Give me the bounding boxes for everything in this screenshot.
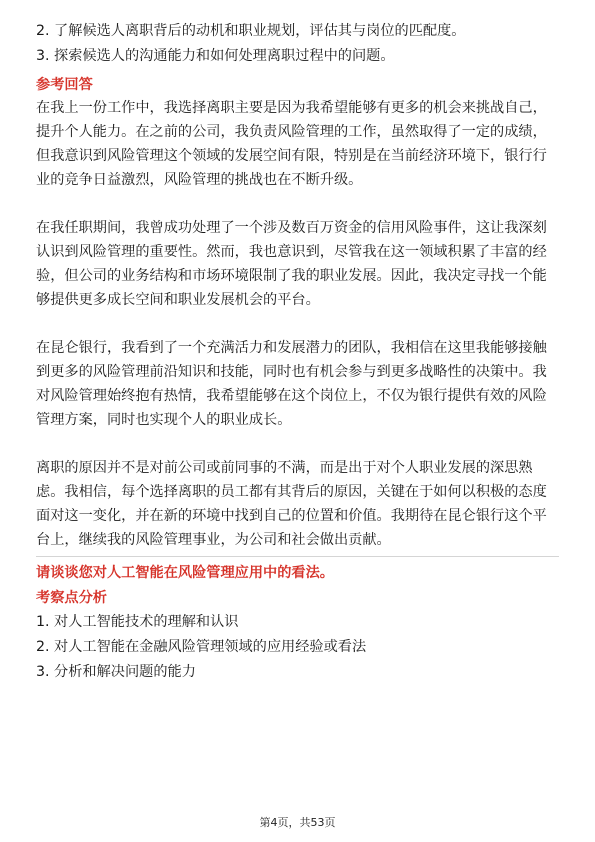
document-page [36,20,559,686]
paragraph-line: 但我意识到风险管理这个领域的发展空间有限，特别是在当前经济环境下，银行行 [36,148,547,164]
paragraph-line: 认识到风险管理的重要性。然而，我也意识到，尽管我在这一领域积累了丰富的经 [36,244,547,260]
paragraph-line: 离职的原因并不是对前公司或前同事的不满，而是出于对个人职业发展的深思熟 [36,460,533,476]
analysis-heading: 考察点分析 [36,590,107,606]
paragraph-line: 面对这一变化，并在新的环境中找到自己的位置和价值。我期待在昆仑银行这个平 [36,508,547,524]
answer-paragraph [36,96,559,192]
paragraph-line: 对风险管理始终抱有热情，我希望能够在这个岗位上，不仅为银行提供有效的风险 [36,388,547,404]
paragraph-line: 管理方案，同时也实现个人的职业成长。 [36,412,292,428]
answer-paragraph [36,336,559,432]
paragraph-line: 验，但公司的业务结构和市场环境限制了我的职业发展。因此，我决定寻找一个能 [36,268,547,284]
paragraph-line: 提升个人能力。在之前的公司，我负责风险管理的工作，虽然取得了一定的成绩， [36,124,547,140]
paragraph-line: 虑。我相信，每个选择离职的员工都有其背后的原因，关键在于如何以积极的态度 [36,484,547,500]
analysis-list [36,611,559,684]
paragraph-line: 在昆仑银行，我看到了一个充满活力和发展潜力的团队，我相信在这里我能够接触 [36,340,547,356]
paragraph-line: 台上，继续我的风险管理事业，为公司和社会做出贡献。 [36,532,391,548]
paragraph-line: 够提供更多成长空间和职业发展机会的平台。 [36,292,320,308]
paragraph-line: 在我上一份工作中，我选择离职主要是因为我希望能够有更多的机会来挑战自己， [36,100,547,116]
list-item: 3. 分析和解决问题的能力 [36,664,196,680]
top-list [36,20,559,68]
answer-heading: 参考回答 [36,77,93,93]
answer-paragraph [36,456,559,552]
list-item: 2. 了解候选人离职背后的动机和职业规划，评估其与岗位的匹配度。 [36,23,466,39]
paragraph-line: 业的竞争日益激烈，风险管理的挑战也在不断升级。 [36,172,363,188]
list-item: 2. 对人工智能在金融风险管理领域的应用经验或看法 [36,639,367,655]
paragraph-line: 到更多的风险管理前沿知识和技能，同时也有机会参与到更多战略性的决策中。我 [36,364,547,380]
paragraph-line: 在我任职期间，我曾成功处理了一个涉及数百万资金的信用风险事件，这让我深刻 [36,220,547,236]
answer-paragraph [36,216,559,312]
paragraph-gap [36,192,559,216]
list-item: 3. 探索候选人的沟通能力和如何处理离职过程中的问题。 [36,48,395,64]
question-title: 请谈谈您对人工智能在风险管理应用中的看法。 [36,565,334,581]
paragraph-gap [36,312,559,336]
paragraph-gap [36,432,559,456]
section-divider [36,556,559,557]
page-number: 第4页，共53页 [259,816,336,829]
list-item: 1. 对人工智能技术的理解和认识 [36,614,239,630]
